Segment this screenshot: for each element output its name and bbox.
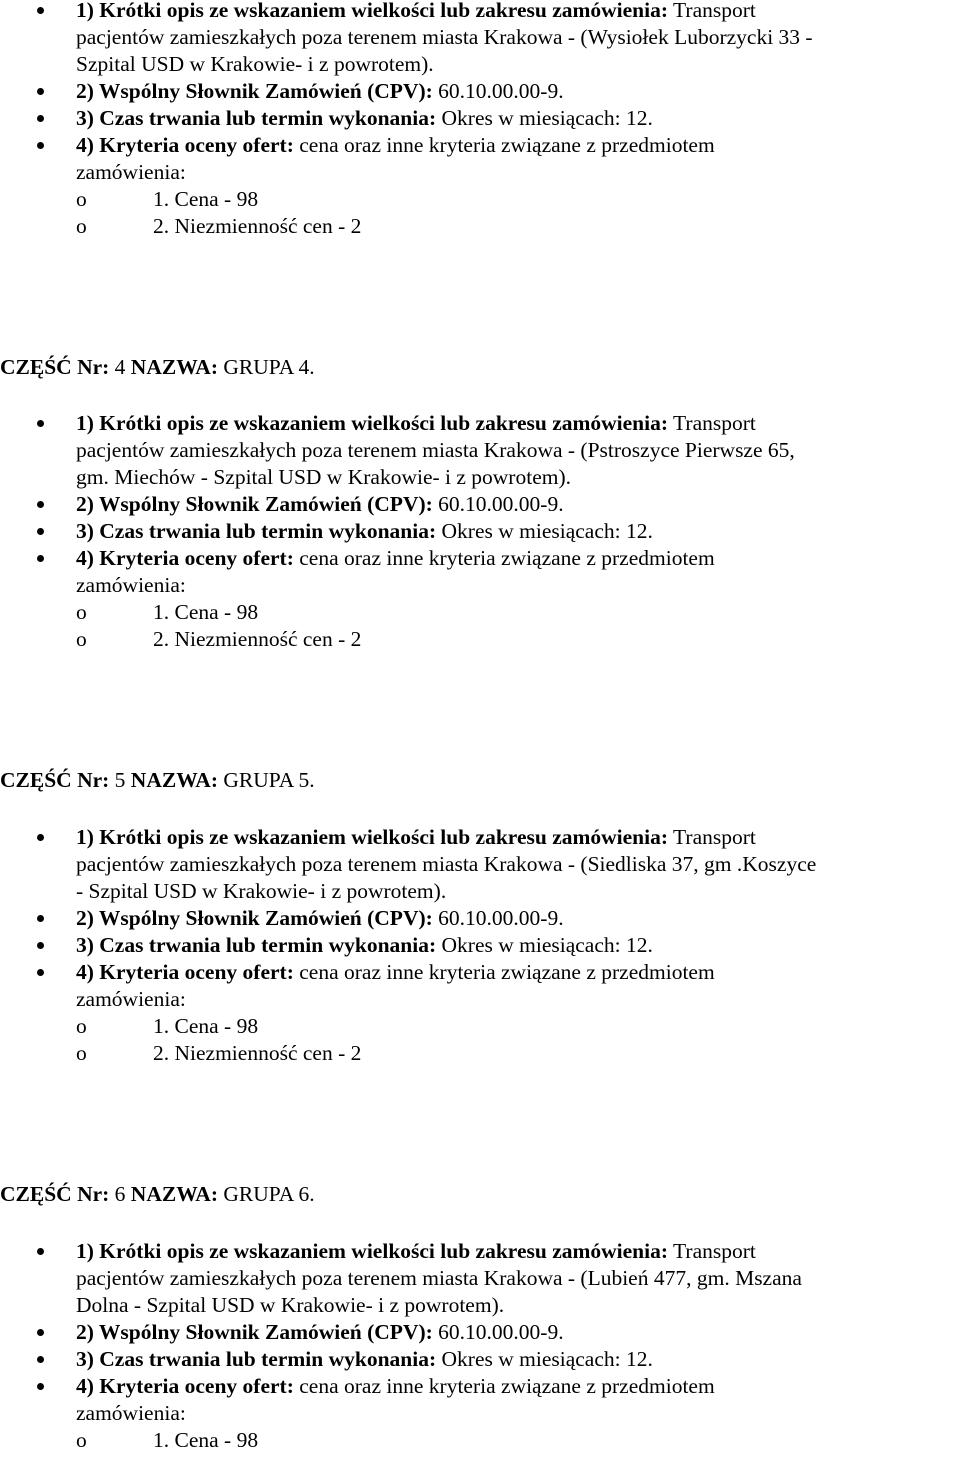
sub-criteria-list: [0, 1013, 960, 1067]
sub-bullet-icon: o: [76, 627, 87, 651]
list-item-kryteria: 4) Kryteria oceny ofert: cena oraz inne kryteria związane z przedmiotem zamówienia:: [0, 545, 960, 599]
bullet-icon: [37, 1329, 44, 1336]
sub-criteria-list: [0, 186, 960, 240]
bullet-icon: [37, 942, 44, 949]
list-item-czas: 3) Czas trwania lub termin wykonania: Okres w miesiącach: 12.: [0, 1346, 960, 1373]
bullet-icon: [37, 1383, 44, 1390]
list-item-opis: 1) Krótki opis ze wskazaniem wielkości lub zakresu zamówienia: Transport pacjentów zamieszkałych poza terenem miasta Krakowa - (Lubień 477, gm. Mszana Dolna - Szpital USD w Krakowie- i z powrotem).: [0, 1238, 960, 1319]
sub-criteria-list: [0, 1427, 960, 1454]
bullet-icon: [37, 1248, 44, 1255]
list-item-kryteria: [0, 132, 960, 186]
bullet-icon: [37, 915, 44, 922]
section-heading-6: CZĘŚĆ Nr: 6 NAZWA: GRUPA 6.: [0, 1182, 315, 1206]
bullet-icon: [37, 115, 44, 122]
sub-item: o 1. Cena - 98: [76, 1428, 259, 1452]
bullet-icon: [37, 501, 44, 508]
list-item-kryteria: 4) Kryteria oceny ofert: cena oraz inne kryteria związane z przedmiotem zamówienia:: [0, 959, 960, 1013]
sub-bullet-icon: o: [76, 187, 87, 211]
criteria-list: [0, 0, 960, 186]
bullet-icon: [37, 528, 44, 535]
criteria-list: [0, 1238, 960, 1427]
section-5: [0, 824, 960, 1067]
bullet-icon: [37, 969, 44, 976]
section-top: [0, 0, 960, 240]
bullet-icon: [37, 834, 44, 841]
criteria-list: [0, 824, 960, 1013]
list-item-czas: 3) Czas trwania lub termin wykonania: Okres w miesiącach: 12.: [0, 932, 960, 959]
bullet-icon: [37, 420, 44, 427]
kryteria-label: 4) Kryteria oceny ofert:: [76, 133, 294, 157]
section-heading-5: CZĘŚĆ Nr: 5 NAZWA: GRUPA 5.: [0, 768, 315, 792]
bullet-icon: [37, 1356, 44, 1363]
bullet-icon: [37, 88, 44, 95]
list-item-opis: 1) Krótki opis ze wskazaniem wielkości lub zakresu zamówienia: Transport pacjentów zamieszkałych poza terenem miasta Krakowa - (Pstroszyce Pierwsze 65, gm. Miechów - Szpital USD w Krakowie- i z powrotem).: [0, 410, 960, 491]
list-item-cpv: [0, 78, 960, 105]
list-item-cpv: 2) Wspólny Słownik Zamówień (CPV): 60.10.00.00-9.: [0, 1319, 960, 1346]
list-item-kryteria: 4) Kryteria oceny ofert: cena oraz inne kryteria związane z przedmiotem zamówienia:: [0, 1373, 960, 1427]
bullet-icon: [37, 7, 44, 14]
sub-item: o 1. Cena - 98: [76, 1014, 259, 1038]
sub-bullet-icon: o: [76, 1014, 87, 1038]
opis-label: 1) Krótki opis ze wskazaniem wielkości lub zakresu zamówienia:: [76, 0, 669, 22]
sub-criteria-list: [0, 599, 960, 653]
cpv-value: 60.10.00.00-9.: [438, 79, 564, 103]
list-item-opis: [0, 0, 960, 78]
list-item-opis: 1) Krótki opis ze wskazaniem wielkości lub zakresu zamówienia: Transport pacjentów zamieszkałych poza terenem miasta Krakowa - (Siedliska 37, gm .Koszyce - Szpital USD w Krakowie- i z powrotem).: [0, 824, 960, 905]
cpv-label: 2) Wspólny Słownik Zamówień (CPV):: [76, 79, 433, 103]
kryteria-text: cena oraz inne kryteria związane z przedmiotem: [299, 133, 715, 157]
sub-item: o 2. Niezmienność cen - 2: [76, 214, 362, 238]
bullet-icon: [37, 555, 44, 562]
sub-item: o 2. Niezmienność cen - 2: [76, 1041, 362, 1065]
criteria-list: [0, 410, 960, 599]
opis-text: Szpital USD w Krakowie- i z powrotem).: [76, 52, 434, 76]
sub-bullet-icon: o: [76, 1428, 87, 1452]
sub-item: o 1. Cena - 98: [76, 600, 259, 624]
czas-value: Okres w miesiącach: 12.: [441, 106, 653, 130]
czas-label: 3) Czas trwania lub termin wykonania:: [76, 106, 437, 130]
bullet-icon: [37, 142, 44, 149]
sub-bullet-icon: o: [76, 600, 87, 624]
sub-bullet-icon: o: [76, 214, 87, 238]
section-heading-4: CZĘŚĆ Nr: 4 NAZWA: GRUPA 4.: [0, 355, 315, 379]
sub-bullet-icon: o: [76, 1041, 87, 1065]
section-4: [0, 410, 960, 653]
opis-text: pacjentów zamieszkałych poza terenem miasta Krakowa - (Wysiołek Luborzycki 33 -: [76, 25, 813, 49]
list-item-cpv: 2) Wspólny Słownik Zamówień (CPV): 60.10.00.00-9.: [0, 905, 960, 932]
kryteria-text: zamówienia:: [76, 160, 186, 184]
list-item-czas: 3) Czas trwania lub termin wykonania: Okres w miesiącach: 12.: [0, 518, 960, 545]
section-6: [0, 1238, 960, 1454]
list-item-czas: [0, 105, 960, 132]
sub-item: o 2. Niezmienność cen - 2: [76, 627, 362, 651]
sub-item: o 1. Cena - 98: [76, 187, 259, 211]
opis-text: Transport: [673, 0, 756, 22]
list-item-cpv: 2) Wspólny Słownik Zamówień (CPV): 60.10.00.00-9.: [0, 491, 960, 518]
